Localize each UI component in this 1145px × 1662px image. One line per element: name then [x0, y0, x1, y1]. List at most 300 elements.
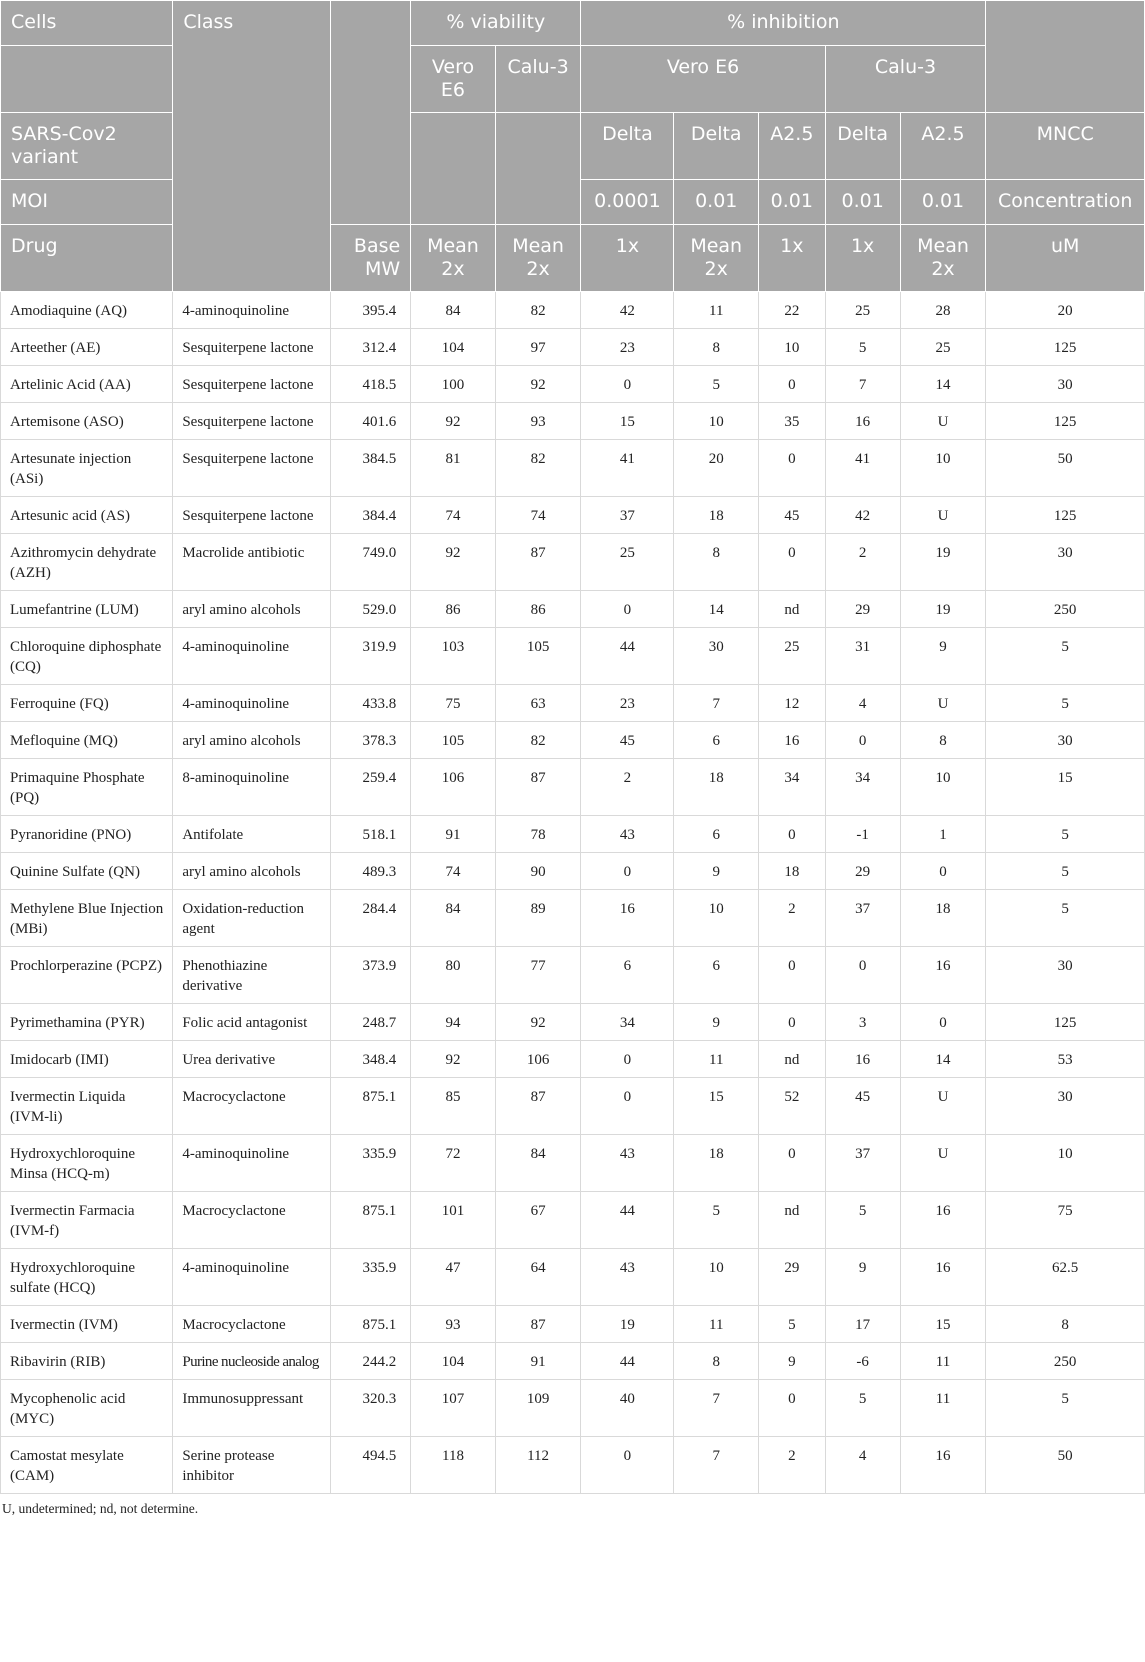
cell-viability-vero: 92 — [411, 403, 496, 440]
cell-mncc: 62.5 — [986, 1249, 1145, 1306]
cell-viability-calu: 112 — [495, 1437, 581, 1494]
cell-class: Macrocyclactone — [173, 1306, 331, 1343]
cell-viability-vero: 93 — [411, 1306, 496, 1343]
cell-inh-vero-delta-001: 7 — [674, 1380, 759, 1437]
cell-mncc: 250 — [986, 1343, 1145, 1380]
cell-inh-calu-a25: 16 — [900, 1437, 986, 1494]
cell-mncc: 10 — [986, 1135, 1145, 1192]
cell-drug: Ivermectin (IVM) — [1, 1306, 173, 1343]
cell-inh-calu-a25: 10 — [900, 759, 986, 816]
cell-inh-vero-delta-0001: 0 — [581, 1041, 674, 1078]
table-row — [1, 1249, 1145, 1306]
cell-inh-vero-delta-001: 9 — [674, 853, 759, 890]
cell-inh-vero-delta-0001: 2 — [581, 759, 674, 816]
header-empty-left — [1, 46, 173, 113]
header-mean-2x-1: Mean 2x — [411, 225, 496, 292]
cell-inh-vero-delta-001: 6 — [674, 722, 759, 759]
table-row — [1, 1135, 1145, 1192]
cell-inh-calu-a25: U — [900, 1078, 986, 1135]
cell-inh-calu-delta: 37 — [825, 890, 900, 947]
cell-viability-calu: 87 — [495, 759, 581, 816]
cell-class: Phenothiazine derivative — [173, 947, 331, 1004]
cell-inh-calu-delta: 4 — [825, 1437, 900, 1494]
cell-inh-vero-a25: 9 — [759, 1343, 826, 1380]
cell-viability-calu: 93 — [495, 403, 581, 440]
cell-inh-vero-a25: 0 — [759, 1380, 826, 1437]
cell-drug: Chloroquine diphosphate (CQ) — [1, 628, 173, 685]
header-moi-1: 0.0001 — [581, 180, 674, 225]
cell-inh-calu-delta: 25 — [825, 292, 900, 329]
cell-viability-vero: 85 — [411, 1078, 496, 1135]
cell-viability-calu: 82 — [495, 722, 581, 759]
cell-mncc: 50 — [986, 440, 1145, 497]
table-row — [1, 1380, 1145, 1437]
cell-viability-calu: 87 — [495, 1306, 581, 1343]
cell-inh-calu-a25: 9 — [900, 628, 986, 685]
cell-class: aryl amino alcohols — [173, 591, 331, 628]
cell-viability-vero: 101 — [411, 1192, 496, 1249]
cell-inh-vero-delta-0001: 43 — [581, 1135, 674, 1192]
table-header — [1, 1, 1145, 292]
cell-inh-calu-a25: U — [900, 497, 986, 534]
cell-inh-calu-delta: 45 — [825, 1078, 900, 1135]
cell-inh-calu-a25: 1 — [900, 816, 986, 853]
header-inhibition-calu: Calu-3 — [825, 46, 986, 113]
cell-viability-calu: 87 — [495, 1078, 581, 1135]
cell-viability-vero: 80 — [411, 947, 496, 1004]
cell-class: Sesquiterpene lactone — [173, 329, 331, 366]
cell-viability-calu: 74 — [495, 497, 581, 534]
cell-base-mw: 529.0 — [330, 591, 410, 628]
cell-inh-calu-delta: 5 — [825, 329, 900, 366]
cell-inh-vero-a25: 34 — [759, 759, 826, 816]
cell-inh-vero-delta-001: 11 — [674, 1041, 759, 1078]
cell-class: Serine protease inhibitor — [173, 1437, 331, 1494]
cell-viability-calu: 78 — [495, 816, 581, 853]
cell-inh-calu-delta: 16 — [825, 403, 900, 440]
header-variant-delta-1: Delta — [581, 113, 674, 180]
cell-inh-vero-delta-001: 18 — [674, 1135, 759, 1192]
cell-inh-calu-delta: 16 — [825, 1041, 900, 1078]
cell-viability-calu: 67 — [495, 1192, 581, 1249]
cell-viability-vero: 91 — [411, 816, 496, 853]
cell-base-mw: 749.0 — [330, 534, 410, 591]
cell-mncc: 125 — [986, 403, 1145, 440]
cell-inh-vero-delta-0001: 44 — [581, 1192, 674, 1249]
cell-inh-vero-delta-0001: 34 — [581, 1004, 674, 1041]
table-row — [1, 853, 1145, 890]
header-empty-via2 — [495, 113, 581, 225]
cell-class: 4-aminoquinoline — [173, 628, 331, 685]
cell-mncc: 15 — [986, 759, 1145, 816]
cell-class: Sesquiterpene lactone — [173, 497, 331, 534]
cell-base-mw: 373.9 — [330, 947, 410, 1004]
cell-drug: Pyrimethamina (PYR) — [1, 1004, 173, 1041]
cell-drug: Mycophenolic acid (MYC) — [1, 1380, 173, 1437]
footnote: U, undetermined; nd, not determine. — [2, 1501, 199, 1516]
cell-inh-calu-a25: 11 — [900, 1380, 986, 1437]
table-row — [1, 759, 1145, 816]
cell-drug: Ferroquine (FQ) — [1, 685, 173, 722]
cell-viability-vero: 84 — [411, 890, 496, 947]
cell-inh-calu-delta: 3 — [825, 1004, 900, 1041]
cell-mncc: 125 — [986, 1004, 1145, 1041]
cell-inh-vero-delta-001: 14 — [674, 591, 759, 628]
cell-inh-calu-delta: 41 — [825, 440, 900, 497]
cell-inh-vero-a25: 52 — [759, 1078, 826, 1135]
cell-inh-calu-delta: 0 — [825, 947, 900, 1004]
header-row-variant — [1, 113, 1145, 180]
cell-mncc: 125 — [986, 329, 1145, 366]
header-viability-calu: Calu-3 — [495, 46, 581, 113]
cell-inh-vero-a25: 29 — [759, 1249, 826, 1306]
cell-mncc: 30 — [986, 1078, 1145, 1135]
header-empty-corner — [986, 1, 1145, 113]
cell-inh-vero-delta-0001: 42 — [581, 292, 674, 329]
cell-inh-calu-delta: 7 — [825, 366, 900, 403]
cell-inh-vero-a25: 45 — [759, 497, 826, 534]
cell-base-mw: 418.5 — [330, 366, 410, 403]
header-inhibition: % inhibition — [581, 1, 986, 46]
cell-drug: Camostat mesylate (CAM) — [1, 1437, 173, 1494]
cell-inh-calu-delta: 2 — [825, 534, 900, 591]
cell-inh-vero-delta-001: 6 — [674, 816, 759, 853]
cell-class: Urea derivative — [173, 1041, 331, 1078]
header-class: Class — [173, 1, 331, 292]
cell-base-mw: 875.1 — [330, 1306, 410, 1343]
cell-inh-calu-delta: -6 — [825, 1343, 900, 1380]
cell-mncc: 75 — [986, 1192, 1145, 1249]
cell-viability-calu: 105 — [495, 628, 581, 685]
header-row-drug — [1, 225, 1145, 292]
cell-class: Oxidation-reduction agent — [173, 890, 331, 947]
cell-drug: Hydroxychloroquine Minsa (HCQ-m) — [1, 1135, 173, 1192]
cell-mncc: 5 — [986, 1380, 1145, 1437]
cell-inh-vero-delta-0001: 44 — [581, 1343, 674, 1380]
cell-inh-calu-a25: U — [900, 403, 986, 440]
cell-base-mw: 248.7 — [330, 1004, 410, 1041]
cell-inh-vero-delta-0001: 37 — [581, 497, 674, 534]
header-variant-delta-3: Delta — [825, 113, 900, 180]
cell-inh-calu-delta: 9 — [825, 1249, 900, 1306]
cell-drug: Pyranoridine (PNO) — [1, 816, 173, 853]
table-row — [1, 329, 1145, 366]
header-inhibition-vero: Vero E6 — [581, 46, 825, 113]
cell-inh-vero-delta-001: 11 — [674, 292, 759, 329]
cell-inh-vero-delta-001: 8 — [674, 1343, 759, 1380]
cell-inh-calu-a25: U — [900, 1135, 986, 1192]
cell-inh-vero-delta-0001: 44 — [581, 628, 674, 685]
header-moi-5: 0.01 — [900, 180, 986, 225]
cell-drug: Artelinic Acid (AA) — [1, 366, 173, 403]
cell-inh-vero-a25: 0 — [759, 1135, 826, 1192]
cell-inh-calu-a25: 14 — [900, 1041, 986, 1078]
cell-mncc: 125 — [986, 497, 1145, 534]
cell-inh-calu-delta: 5 — [825, 1380, 900, 1437]
cell-inh-vero-delta-001: 11 — [674, 1306, 759, 1343]
cell-inh-calu-a25: 16 — [900, 947, 986, 1004]
cell-inh-vero-delta-0001: 6 — [581, 947, 674, 1004]
table-row — [1, 628, 1145, 685]
cell-inh-vero-a25: 25 — [759, 628, 826, 685]
cell-inh-vero-a25: 0 — [759, 440, 826, 497]
cell-inh-vero-delta-001: 20 — [674, 440, 759, 497]
cell-drug: Artemisone (ASO) — [1, 403, 173, 440]
cell-class: Folic acid antagonist — [173, 1004, 331, 1041]
cell-viability-vero: 92 — [411, 1041, 496, 1078]
cell-mncc: 20 — [986, 292, 1145, 329]
cell-inh-vero-delta-0001: 15 — [581, 403, 674, 440]
table-body — [1, 292, 1145, 1494]
cell-base-mw: 335.9 — [330, 1249, 410, 1306]
table-row — [1, 1437, 1145, 1494]
cell-inh-vero-delta-0001: 43 — [581, 816, 674, 853]
cell-mncc: 53 — [986, 1041, 1145, 1078]
cell-inh-vero-delta-0001: 45 — [581, 722, 674, 759]
cell-inh-vero-delta-0001: 40 — [581, 1380, 674, 1437]
cell-inh-calu-a25: 11 — [900, 1343, 986, 1380]
cell-inh-vero-delta-0001: 23 — [581, 685, 674, 722]
cell-inh-vero-delta-001: 6 — [674, 947, 759, 1004]
header-moi: MOI — [1, 180, 173, 225]
cell-viability-calu: 89 — [495, 890, 581, 947]
cell-viability-calu: 82 — [495, 292, 581, 329]
cell-viability-calu: 63 — [495, 685, 581, 722]
cell-base-mw: 259.4 — [330, 759, 410, 816]
cell-mncc: 5 — [986, 853, 1145, 890]
cell-viability-vero: 103 — [411, 628, 496, 685]
cell-inh-vero-delta-001: 5 — [674, 366, 759, 403]
cell-base-mw: 319.9 — [330, 628, 410, 685]
header-drug: Drug — [1, 225, 173, 292]
cell-inh-vero-delta-001: 18 — [674, 497, 759, 534]
cell-drug: Ivermectin Liquida (IVM-li) — [1, 1078, 173, 1135]
header-variant: SARS-Cov2 variant — [1, 113, 173, 180]
cell-inh-vero-delta-0001: 0 — [581, 366, 674, 403]
cell-inh-vero-delta-0001: 0 — [581, 1078, 674, 1135]
cell-viability-calu: 86 — [495, 591, 581, 628]
header-1x-2: 1x — [759, 225, 826, 292]
cell-drug: Ribavirin (RIB) — [1, 1343, 173, 1380]
header-variant-a25-2: A2.5 — [900, 113, 986, 180]
header-1x-3: 1x — [825, 225, 900, 292]
cell-class: Immunosuppressant — [173, 1380, 331, 1437]
cell-inh-vero-a25: 0 — [759, 816, 826, 853]
cell-viability-vero: 47 — [411, 1249, 496, 1306]
table-row — [1, 292, 1145, 329]
cell-inh-calu-a25: 10 — [900, 440, 986, 497]
cell-inh-calu-a25: 25 — [900, 329, 986, 366]
header-mean-2x-4: Mean 2x — [900, 225, 986, 292]
cell-inh-vero-delta-0001: 41 — [581, 440, 674, 497]
cell-viability-vero: 106 — [411, 759, 496, 816]
cell-inh-vero-delta-001: 7 — [674, 685, 759, 722]
header-moi-3: 0.01 — [759, 180, 826, 225]
header-mncc: MNCC — [986, 113, 1145, 180]
cell-mncc: 30 — [986, 947, 1145, 1004]
cell-inh-vero-delta-001: 10 — [674, 403, 759, 440]
cell-inh-calu-a25: 28 — [900, 292, 986, 329]
cell-mncc: 5 — [986, 685, 1145, 722]
cell-drug: Artesunate injection (ASi) — [1, 440, 173, 497]
cell-viability-vero: 86 — [411, 591, 496, 628]
table-row — [1, 403, 1145, 440]
table-row — [1, 1306, 1145, 1343]
cell-class: 4-aminoquinoline — [173, 685, 331, 722]
cell-base-mw: 244.2 — [330, 1343, 410, 1380]
cell-inh-calu-a25: 14 — [900, 366, 986, 403]
cell-class: Macrocyclactone — [173, 1078, 331, 1135]
table-row — [1, 947, 1145, 1004]
cell-inh-vero-a25: 0 — [759, 366, 826, 403]
cell-viability-vero: 92 — [411, 534, 496, 591]
cell-viability-vero: 104 — [411, 329, 496, 366]
cell-viability-calu: 106 — [495, 1041, 581, 1078]
cell-viability-vero: 104 — [411, 1343, 496, 1380]
cell-base-mw: 320.3 — [330, 1380, 410, 1437]
cell-inh-vero-a25: nd — [759, 1192, 826, 1249]
cell-drug: Azithromycin dehydrate (AZH) — [1, 534, 173, 591]
cell-inh-vero-delta-001: 8 — [674, 329, 759, 366]
cell-inh-vero-delta-0001: 0 — [581, 853, 674, 890]
cell-inh-calu-a25: 18 — [900, 890, 986, 947]
cell-class: Antifolate — [173, 816, 331, 853]
cell-base-mw: 384.5 — [330, 440, 410, 497]
cell-inh-calu-delta: 31 — [825, 628, 900, 685]
cell-inh-calu-a25: 16 — [900, 1249, 986, 1306]
cell-mncc: 30 — [986, 722, 1145, 759]
cell-drug: Arteether (AE) — [1, 329, 173, 366]
cell-inh-vero-delta-001: 9 — [674, 1004, 759, 1041]
cell-inh-calu-delta: 17 — [825, 1306, 900, 1343]
cell-base-mw: 284.4 — [330, 890, 410, 947]
header-base-mw: Base MW — [330, 225, 410, 292]
cell-inh-vero-a25: 5 — [759, 1306, 826, 1343]
cell-inh-calu-a25: 8 — [900, 722, 986, 759]
cell-inh-vero-delta-001: 10 — [674, 890, 759, 947]
cell-class: Sesquiterpene lactone — [173, 366, 331, 403]
cell-base-mw: 312.4 — [330, 329, 410, 366]
cell-viability-vero: 84 — [411, 292, 496, 329]
cell-class: 4-aminoquinoline — [173, 292, 331, 329]
cell-mncc: 8 — [986, 1306, 1145, 1343]
header-variant-a25-1: A2.5 — [759, 113, 826, 180]
cell-drug: Imidocarb (IMI) — [1, 1041, 173, 1078]
cell-inh-vero-a25: nd — [759, 1041, 826, 1078]
header-concentration: Concentration — [986, 180, 1145, 225]
cell-inh-calu-a25: 15 — [900, 1306, 986, 1343]
cell-inh-calu-delta: 34 — [825, 759, 900, 816]
cell-inh-calu-delta: 42 — [825, 497, 900, 534]
table-row — [1, 685, 1145, 722]
cell-inh-vero-a25: 2 — [759, 890, 826, 947]
cell-mncc: 30 — [986, 534, 1145, 591]
cell-viability-vero: 94 — [411, 1004, 496, 1041]
header-mean-2x-2: Mean 2x — [495, 225, 581, 292]
cell-viability-calu: 82 — [495, 440, 581, 497]
cell-viability-calu: 64 — [495, 1249, 581, 1306]
cell-drug: Lumefantrine (LUM) — [1, 591, 173, 628]
cell-class: 4-aminoquinoline — [173, 1135, 331, 1192]
table-row — [1, 1192, 1145, 1249]
header-row-cell-lines — [1, 46, 1145, 113]
table-row — [1, 534, 1145, 591]
table-row — [1, 1343, 1145, 1380]
cell-base-mw: 875.1 — [330, 1078, 410, 1135]
cell-inh-vero-delta-001: 8 — [674, 534, 759, 591]
cell-drug: Artesunic acid (AS) — [1, 497, 173, 534]
cell-viability-calu: 109 — [495, 1380, 581, 1437]
header-variant-delta-2: Delta — [674, 113, 759, 180]
cell-viability-vero: 107 — [411, 1380, 496, 1437]
table-row — [1, 1078, 1145, 1135]
header-row-cells — [1, 1, 1145, 46]
cell-inh-calu-a25: 0 — [900, 1004, 986, 1041]
cell-inh-vero-a25: 18 — [759, 853, 826, 890]
table-row — [1, 816, 1145, 853]
header-1x-1: 1x — [581, 225, 674, 292]
cell-inh-vero-a25: 10 — [759, 329, 826, 366]
cell-inh-vero-delta-001: 7 — [674, 1437, 759, 1494]
header-viability-vero: Vero E6 — [411, 46, 496, 113]
cell-mncc: 5 — [986, 628, 1145, 685]
cell-viability-calu: 77 — [495, 947, 581, 1004]
cell-mncc: 30 — [986, 366, 1145, 403]
cell-base-mw: 348.4 — [330, 1041, 410, 1078]
header-mean-2x-3: Mean 2x — [674, 225, 759, 292]
cell-viability-vero: 75 — [411, 685, 496, 722]
cell-base-mw: 378.3 — [330, 722, 410, 759]
cell-base-mw: 335.9 — [330, 1135, 410, 1192]
table-row — [1, 1004, 1145, 1041]
cell-base-mw: 395.4 — [330, 292, 410, 329]
cell-drug: Mefloquine (MQ) — [1, 722, 173, 759]
cell-inh-vero-a25: 2 — [759, 1437, 826, 1494]
table-row — [1, 591, 1145, 628]
cell-class: Macrocyclactone — [173, 1192, 331, 1249]
cell-drug: Hydroxychloroquine sulfate (HCQ) — [1, 1249, 173, 1306]
cell-viability-vero: 81 — [411, 440, 496, 497]
cell-inh-calu-delta: 29 — [825, 853, 900, 890]
cell-inh-calu-delta: 5 — [825, 1192, 900, 1249]
cell-viability-calu: 91 — [495, 1343, 581, 1380]
header-moi-4: 0.01 — [825, 180, 900, 225]
cell-inh-vero-a25: 0 — [759, 534, 826, 591]
cell-drug: Methylene Blue Injection (MBi) — [1, 890, 173, 947]
cell-inh-calu-a25: 0 — [900, 853, 986, 890]
cell-class: 8-aminoquinoline — [173, 759, 331, 816]
cell-inh-vero-a25: 12 — [759, 685, 826, 722]
cell-inh-vero-a25: 0 — [759, 947, 826, 1004]
cell-inh-vero-delta-001: 5 — [674, 1192, 759, 1249]
cell-inh-vero-delta-0001: 43 — [581, 1249, 674, 1306]
cell-inh-calu-a25: 19 — [900, 534, 986, 591]
cell-inh-vero-delta-0001: 0 — [581, 1437, 674, 1494]
cell-base-mw: 401.6 — [330, 403, 410, 440]
cell-inh-vero-delta-001: 18 — [674, 759, 759, 816]
cell-viability-calu: 97 — [495, 329, 581, 366]
cell-viability-calu: 84 — [495, 1135, 581, 1192]
cell-class: Purine nucleoside analog — [173, 1343, 331, 1380]
cell-base-mw: 489.3 — [330, 853, 410, 890]
cell-viability-calu: 92 — [495, 366, 581, 403]
cell-viability-calu: 92 — [495, 1004, 581, 1041]
cell-mncc: 5 — [986, 890, 1145, 947]
cell-inh-vero-delta-0001: 23 — [581, 329, 674, 366]
table-row — [1, 1041, 1145, 1078]
cell-base-mw: 518.1 — [330, 816, 410, 853]
cell-inh-calu-a25: 16 — [900, 1192, 986, 1249]
